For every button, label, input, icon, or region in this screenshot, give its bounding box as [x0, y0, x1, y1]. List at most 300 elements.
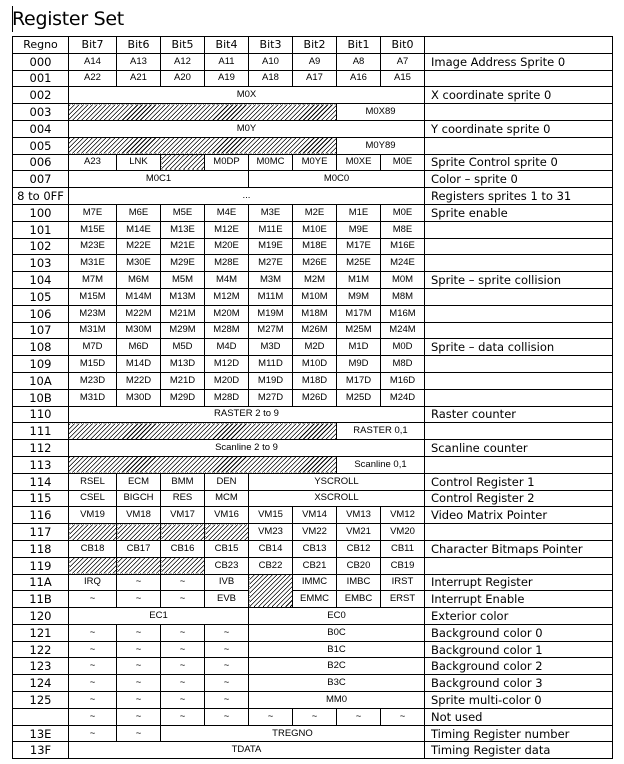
- regno-cell: 004: [13, 120, 69, 137]
- description-cell: [425, 389, 613, 406]
- bit-field-cell: A23: [69, 154, 117, 171]
- page-title: Register Set: [12, 8, 124, 30]
- bit-field-cell: VM16: [205, 507, 249, 524]
- bit-field-cell: CB17: [117, 540, 161, 557]
- description-cell: Background color 1: [425, 641, 613, 658]
- bit-field-cell: MCM: [205, 490, 249, 507]
- register-row: [13, 574, 613, 591]
- bit-field-cell: CB18: [69, 540, 117, 557]
- description-cell: [425, 137, 613, 154]
- bit-field-cell: ~: [205, 692, 249, 709]
- bit-field-cell: ~: [293, 708, 337, 725]
- regno-cell: 8 to 0FF: [13, 188, 69, 205]
- reserved-hatched-cell: [161, 524, 205, 541]
- regno-cell: 000: [13, 53, 69, 70]
- bit-field-cell: A8: [337, 53, 381, 70]
- bit-field-cell: IRQ: [69, 574, 117, 591]
- bit-field-cell: M14M: [117, 288, 161, 305]
- bit-field-cell: IVB: [205, 574, 249, 591]
- bit-field-cell: ...: [69, 188, 425, 205]
- bit-field-cell: M1D: [337, 339, 381, 356]
- description-cell: [425, 557, 613, 574]
- description-cell: Sprite enable: [425, 204, 613, 221]
- reserved-hatched-cell: [69, 137, 337, 154]
- bit-field-cell: M0MC: [249, 154, 293, 171]
- bit-field-cell: A17: [293, 70, 337, 87]
- bit-field-cell: ~: [381, 708, 425, 725]
- regno-cell: 115: [13, 490, 69, 507]
- bit-field-cell: B3C: [249, 675, 425, 692]
- bit-field-cell: ~: [69, 624, 117, 641]
- register-table: [12, 36, 613, 759]
- register-row: [13, 104, 613, 121]
- bit-field-cell: M7D: [69, 339, 117, 356]
- regno-cell: 002: [13, 87, 69, 104]
- bit-field-cell: M14E: [117, 221, 161, 238]
- bit-field-cell: ~: [117, 624, 161, 641]
- regno-cell: 108: [13, 339, 69, 356]
- bit-field-cell: VM14: [293, 507, 337, 524]
- bit-field-cell: ~: [69, 692, 117, 709]
- description-cell: Timing Register number: [425, 725, 613, 742]
- bit-field-cell: ~: [69, 675, 117, 692]
- header-bit5: Bit5: [161, 37, 205, 54]
- description-cell: Not used: [425, 708, 613, 725]
- bit-field-cell: A19: [205, 70, 249, 87]
- register-row: [13, 154, 613, 171]
- bit-field-cell: TREGNO: [161, 725, 425, 742]
- regno-cell: 124: [13, 675, 69, 692]
- description-cell: [425, 288, 613, 305]
- register-row: [13, 507, 613, 524]
- bit-field-cell: M27E: [249, 255, 293, 272]
- bit-field-cell: TDATA: [69, 742, 425, 759]
- regno-cell: 100: [13, 204, 69, 221]
- description-cell: Background color 2: [425, 658, 613, 675]
- regno-cell: 112: [13, 440, 69, 457]
- bit-field-cell: CB12: [337, 540, 381, 557]
- bit-field-cell: M21E: [161, 238, 205, 255]
- bit-field-cell: Scanline 0,1: [337, 456, 425, 473]
- bit-field-cell: RSEL: [69, 473, 117, 490]
- bit-field-cell: M12D: [205, 356, 249, 373]
- bit-field-cell: M8D: [381, 356, 425, 373]
- regno-cell: 121: [13, 624, 69, 641]
- description-cell: Video Matrix Pointer: [425, 507, 613, 524]
- bit-field-cell: RES: [161, 490, 205, 507]
- bit-field-cell: VM17: [161, 507, 205, 524]
- bit-field-cell: M0C0: [249, 171, 425, 188]
- bit-field-cell: M13D: [161, 356, 205, 373]
- bit-field-cell: M3D: [249, 339, 293, 356]
- bit-field-cell: M16M: [381, 305, 425, 322]
- regno-cell: 13E: [13, 725, 69, 742]
- bit-field-cell: M12M: [205, 288, 249, 305]
- regno-cell: 007: [13, 171, 69, 188]
- bit-field-cell: M10E: [293, 221, 337, 238]
- bit-field-cell: EC0: [249, 608, 425, 625]
- bit-field-cell: CB19: [381, 557, 425, 574]
- bit-field-cell: CB21: [293, 557, 337, 574]
- bit-field-cell: A22: [69, 70, 117, 87]
- register-row: [13, 524, 613, 541]
- register-row: [13, 540, 613, 557]
- header-bit0: Bit0: [381, 37, 425, 54]
- bit-field-cell: ~: [69, 591, 117, 608]
- description-cell: [425, 322, 613, 339]
- bit-field-cell: B0C: [249, 624, 425, 641]
- bit-field-cell: A7: [381, 53, 425, 70]
- bit-field-cell: M2D: [293, 339, 337, 356]
- header-bit3: Bit3: [249, 37, 293, 54]
- register-row: [13, 120, 613, 137]
- description-cell: [425, 255, 613, 272]
- bit-field-cell: ~: [161, 624, 205, 641]
- regno-cell: 11A: [13, 574, 69, 591]
- bit-field-cell: M26E: [293, 255, 337, 272]
- bit-field-cell: M0Y: [69, 120, 425, 137]
- bit-field-cell: RASTER 0,1: [337, 423, 425, 440]
- bit-field-cell: A13: [117, 53, 161, 70]
- bit-field-cell: M29D: [161, 389, 205, 406]
- register-row: [13, 456, 613, 473]
- bit-field-cell: M3M: [249, 272, 293, 289]
- register-row: [13, 288, 613, 305]
- bit-field-cell: M9E: [337, 221, 381, 238]
- register-row: [13, 188, 613, 205]
- description-cell: Exterior color: [425, 608, 613, 625]
- register-row: [13, 440, 613, 457]
- bit-field-cell: M28D: [205, 389, 249, 406]
- bit-field-cell: VM20: [381, 524, 425, 541]
- header-bit6: Bit6: [117, 37, 161, 54]
- description-cell: [425, 305, 613, 322]
- bit-field-cell: M22E: [117, 238, 161, 255]
- register-row: [13, 171, 613, 188]
- bit-field-cell: A10: [249, 53, 293, 70]
- header-description: [425, 37, 613, 54]
- bit-field-cell: M26M: [293, 322, 337, 339]
- regno-cell: 10A: [13, 372, 69, 389]
- register-row: [13, 238, 613, 255]
- description-cell: [425, 70, 613, 87]
- bit-field-cell: M10D: [293, 356, 337, 373]
- bit-field-cell: ~: [161, 641, 205, 658]
- reserved-hatched-cell: [249, 574, 293, 608]
- bit-field-cell: M23M: [69, 305, 117, 322]
- bit-field-cell: B1C: [249, 641, 425, 658]
- register-row: [13, 557, 613, 574]
- bit-field-cell: M0D: [381, 339, 425, 356]
- bit-field-cell: M26D: [293, 389, 337, 406]
- bit-field-cell: ERST: [381, 591, 425, 608]
- bit-field-cell: VM23: [249, 524, 293, 541]
- bit-field-cell: A12: [161, 53, 205, 70]
- bit-field-cell: CB16: [161, 540, 205, 557]
- description-cell: [425, 238, 613, 255]
- description-cell: Sprite – sprite collision: [425, 272, 613, 289]
- regno-cell: 106: [13, 305, 69, 322]
- bit-field-cell: M18D: [293, 372, 337, 389]
- bit-field-cell: BIGCH: [117, 490, 161, 507]
- regno-cell: [13, 708, 69, 725]
- bit-field-cell: M18E: [293, 238, 337, 255]
- bit-field-cell: CB23: [205, 557, 249, 574]
- bit-field-cell: XSCROLL: [249, 490, 425, 507]
- regno-cell: 104: [13, 272, 69, 289]
- bit-field-cell: M25D: [337, 389, 381, 406]
- bit-field-cell: ~: [249, 708, 293, 725]
- regno-cell: 105: [13, 288, 69, 305]
- bit-field-cell: VM13: [337, 507, 381, 524]
- register-row: [13, 53, 613, 70]
- reserved-hatched-cell: [117, 557, 161, 574]
- bit-field-cell: M0E: [381, 154, 425, 171]
- bit-field-cell: M2M: [293, 272, 337, 289]
- regno-cell: 006: [13, 154, 69, 171]
- register-row: [13, 490, 613, 507]
- description-cell: [425, 524, 613, 541]
- bit-field-cell: ~: [205, 624, 249, 641]
- bit-field-cell: M15M: [69, 288, 117, 305]
- regno-cell: 123: [13, 658, 69, 675]
- regno-cell: 122: [13, 641, 69, 658]
- regno-cell: 101: [13, 221, 69, 238]
- register-row: [13, 221, 613, 238]
- register-row: [13, 608, 613, 625]
- bit-field-cell: M19M: [249, 305, 293, 322]
- bit-field-cell: M30E: [117, 255, 161, 272]
- bit-field-cell: ~: [69, 708, 117, 725]
- register-row: [13, 658, 613, 675]
- description-cell: Raster counter: [425, 406, 613, 423]
- bit-field-cell: CB11: [381, 540, 425, 557]
- bit-field-cell: CB22: [249, 557, 293, 574]
- bit-field-cell: M5D: [161, 339, 205, 356]
- bit-field-cell: A9: [293, 53, 337, 70]
- bit-field-cell: M28E: [205, 255, 249, 272]
- bit-field-cell: ~: [205, 675, 249, 692]
- description-cell: Interrupt Register: [425, 574, 613, 591]
- reserved-hatched-cell: [69, 557, 117, 574]
- bit-field-cell: M22D: [117, 372, 161, 389]
- bit-field-cell: M5M: [161, 272, 205, 289]
- reserved-hatched-cell: [69, 104, 337, 121]
- bit-field-cell: ~: [117, 692, 161, 709]
- regno-cell: 001: [13, 70, 69, 87]
- description-cell: Sprite – data collision: [425, 339, 613, 356]
- bit-field-cell: BMM: [161, 473, 205, 490]
- regno-cell: 107: [13, 322, 69, 339]
- register-row: [13, 624, 613, 641]
- reserved-hatched-cell: [69, 423, 337, 440]
- register-row: [13, 272, 613, 289]
- bit-field-cell: VM19: [69, 507, 117, 524]
- bit-field-cell: M20M: [205, 305, 249, 322]
- regno-cell: 003: [13, 104, 69, 121]
- register-row: [13, 675, 613, 692]
- bit-field-cell: M10M: [293, 288, 337, 305]
- bit-field-cell: M24D: [381, 389, 425, 406]
- register-row: [13, 641, 613, 658]
- description-cell: Control Register 2: [425, 490, 613, 507]
- description-cell: [425, 456, 613, 473]
- bit-field-cell: A11: [205, 53, 249, 70]
- bit-field-cell: M19D: [249, 372, 293, 389]
- bit-field-cell: ~: [69, 658, 117, 675]
- bit-field-cell: ~: [161, 574, 205, 591]
- bit-field-cell: M20D: [205, 372, 249, 389]
- reserved-hatched-cell: [117, 524, 161, 541]
- bit-field-cell: EMBC: [337, 591, 381, 608]
- register-row: [13, 70, 613, 87]
- description-cell: Timing Register data: [425, 742, 613, 759]
- register-row: [13, 708, 613, 725]
- register-row: [13, 322, 613, 339]
- bit-field-cell: M0C1: [69, 171, 249, 188]
- register-row: [13, 591, 613, 608]
- description-cell: [425, 423, 613, 440]
- bit-field-cell: M12E: [205, 221, 249, 238]
- description-cell: Character Bitmaps Pointer: [425, 540, 613, 557]
- register-row: [13, 406, 613, 423]
- bit-field-cell: IMMC: [293, 574, 337, 591]
- description-cell: Sprite Control sprite 0: [425, 154, 613, 171]
- regno-cell: 111: [13, 423, 69, 440]
- bit-field-cell: M19E: [249, 238, 293, 255]
- bit-field-cell: RASTER 2 to 9: [69, 406, 425, 423]
- bit-field-cell: M18M: [293, 305, 337, 322]
- bit-field-cell: M22M: [117, 305, 161, 322]
- register-row: [13, 255, 613, 272]
- description-cell: Registers sprites 1 to 31: [425, 188, 613, 205]
- bit-field-cell: CB15: [205, 540, 249, 557]
- bit-field-cell: A15: [381, 70, 425, 87]
- bit-field-cell: ~: [69, 641, 117, 658]
- bit-field-cell: CB13: [293, 540, 337, 557]
- bit-field-cell: M17D: [337, 372, 381, 389]
- bit-field-cell: EVB: [205, 591, 249, 608]
- bit-field-cell: M7M: [69, 272, 117, 289]
- description-cell: [425, 104, 613, 121]
- register-row: [13, 389, 613, 406]
- bit-field-cell: M9M: [337, 288, 381, 305]
- register-row: [13, 742, 613, 759]
- description-cell: Scanline counter: [425, 440, 613, 457]
- header-bit7: Bit7: [69, 37, 117, 54]
- header-regno: Regno: [13, 37, 69, 54]
- bit-field-cell: M31M: [69, 322, 117, 339]
- bit-field-cell: M1M: [337, 272, 381, 289]
- bit-field-cell: M29M: [161, 322, 205, 339]
- bit-field-cell: CB14: [249, 540, 293, 557]
- reserved-hatched-cell: [161, 154, 205, 171]
- description-cell: Control Register 1: [425, 473, 613, 490]
- regno-cell: 118: [13, 540, 69, 557]
- bit-field-cell: M6D: [117, 339, 161, 356]
- description-cell: Color – sprite 0: [425, 171, 613, 188]
- description-cell: [425, 221, 613, 238]
- bit-field-cell: M0X89: [337, 104, 425, 121]
- bit-field-cell: M25E: [337, 255, 381, 272]
- bit-field-cell: ~: [161, 591, 205, 608]
- register-row: [13, 87, 613, 104]
- bit-field-cell: M23E: [69, 238, 117, 255]
- bit-field-cell: M9D: [337, 356, 381, 373]
- bit-field-cell: M13M: [161, 288, 205, 305]
- bit-field-cell: M17E: [337, 238, 381, 255]
- regno-cell: 109: [13, 356, 69, 373]
- regno-cell: 113: [13, 456, 69, 473]
- bit-field-cell: M6M: [117, 272, 161, 289]
- regno-cell: 117: [13, 524, 69, 541]
- bit-field-cell: ~: [117, 675, 161, 692]
- bit-field-cell: ~: [117, 574, 161, 591]
- bit-field-cell: M17M: [337, 305, 381, 322]
- bit-field-cell: DEN: [205, 473, 249, 490]
- register-row: [13, 305, 613, 322]
- bit-field-cell: M28M: [205, 322, 249, 339]
- bit-field-cell: M2E: [293, 204, 337, 221]
- bit-field-cell: M23D: [69, 372, 117, 389]
- bit-field-cell: M11M: [249, 288, 293, 305]
- regno-cell: 103: [13, 255, 69, 272]
- description-cell: Background color 0: [425, 624, 613, 641]
- bit-field-cell: M24E: [381, 255, 425, 272]
- header-row: [13, 37, 613, 54]
- bit-field-cell: M15E: [69, 221, 117, 238]
- bit-field-cell: M27M: [249, 322, 293, 339]
- bit-field-cell: VM18: [117, 507, 161, 524]
- bit-field-cell: IRST: [381, 574, 425, 591]
- bit-field-cell: A21: [117, 70, 161, 87]
- bit-field-cell: M8E: [381, 221, 425, 238]
- bit-field-cell: LNK: [117, 154, 161, 171]
- bit-field-cell: ~: [161, 675, 205, 692]
- reserved-hatched-cell: [161, 557, 205, 574]
- bit-field-cell: M11E: [249, 221, 293, 238]
- bit-field-cell: M14D: [117, 356, 161, 373]
- header-bit4: Bit4: [205, 37, 249, 54]
- reserved-hatched-cell: [205, 524, 249, 541]
- description-cell: Image Address Sprite 0: [425, 53, 613, 70]
- regno-cell: 116: [13, 507, 69, 524]
- regno-cell: 114: [13, 473, 69, 490]
- bit-field-cell: M0M: [381, 272, 425, 289]
- bit-field-cell: ECM: [117, 473, 161, 490]
- description-cell: Y coordinate sprite 0: [425, 120, 613, 137]
- description-cell: [425, 372, 613, 389]
- reserved-hatched-cell: [69, 524, 117, 541]
- bit-field-cell: M11D: [249, 356, 293, 373]
- bit-field-cell: ~: [161, 708, 205, 725]
- description-cell: X coordinate sprite 0: [425, 87, 613, 104]
- bit-field-cell: M25M: [337, 322, 381, 339]
- register-row: [13, 137, 613, 154]
- bit-field-cell: M27D: [249, 389, 293, 406]
- bit-field-cell: M31D: [69, 389, 117, 406]
- bit-field-cell: M30D: [117, 389, 161, 406]
- regno-cell: 110: [13, 406, 69, 423]
- bit-field-cell: ~: [117, 708, 161, 725]
- bit-field-cell: VM21: [337, 524, 381, 541]
- description-cell: Sprite multi-color 0: [425, 692, 613, 709]
- bit-field-cell: CB20: [337, 557, 381, 574]
- register-row: [13, 692, 613, 709]
- bit-field-cell: M21M: [161, 305, 205, 322]
- bit-field-cell: M4D: [205, 339, 249, 356]
- bit-field-cell: M0XE: [337, 154, 381, 171]
